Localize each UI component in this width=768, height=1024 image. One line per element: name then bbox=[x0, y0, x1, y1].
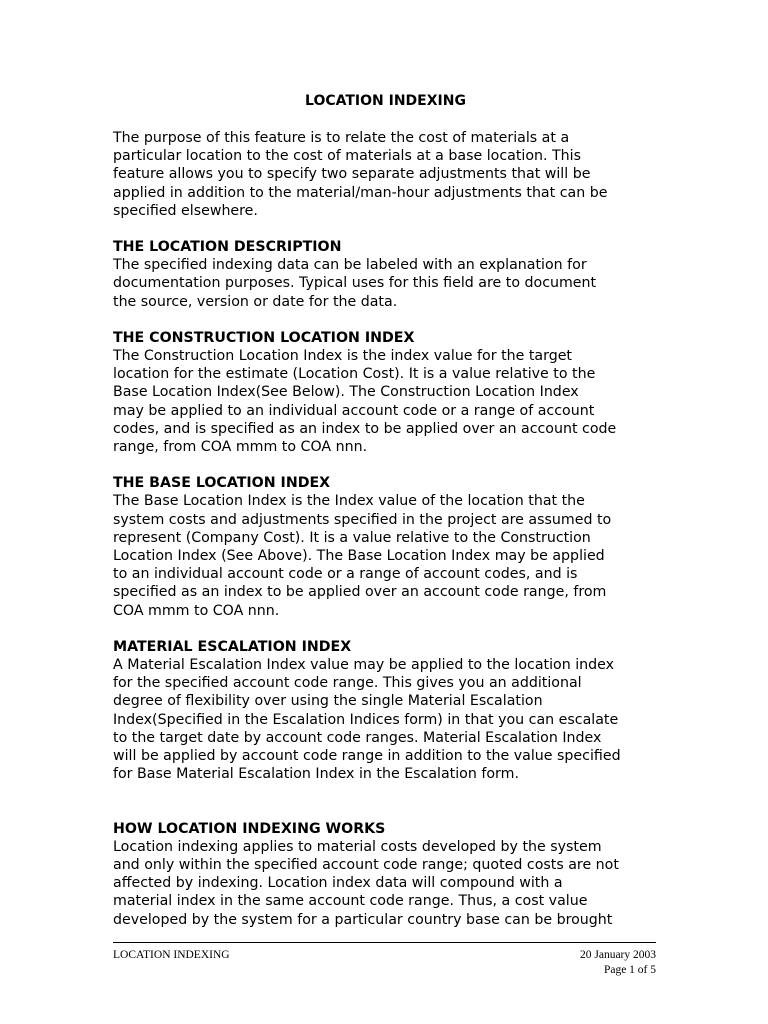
section-heading: THE CONSTRUCTION LOCATION INDEX bbox=[113, 329, 415, 346]
text-line: may be applied to an individual account code or a range of account bbox=[113, 402, 595, 419]
text-line: range, from COA mmm to COA nnn. bbox=[113, 439, 368, 456]
text-line: feature allows you to specify two separate adjustments that will be bbox=[113, 166, 591, 183]
text-line: particular location to the cost of materials at a base location. This bbox=[113, 148, 582, 165]
intro-paragraph bbox=[113, 129, 658, 220]
section-paragraph bbox=[113, 256, 658, 311]
section-heading: MATERIAL ESCALATION INDEX bbox=[113, 638, 352, 655]
text-line: for Base Material Escalation Index in the Escalation form. bbox=[113, 766, 519, 783]
footer-title: LOCATION INDEXING bbox=[113, 949, 230, 961]
text-line: the source, version or date for the data. bbox=[113, 293, 398, 310]
section-paragraph bbox=[113, 838, 658, 929]
page-number: Page 1 of 5 bbox=[603, 964, 656, 976]
section-heading: THE LOCATION DESCRIPTION bbox=[113, 239, 342, 256]
document-body bbox=[113, 92, 658, 929]
text-line: A Material Escalation Index value may be applied to the location index bbox=[113, 657, 615, 674]
text-line: degree of flexibility over using the single Material Escalation bbox=[113, 693, 543, 710]
text-line: Location Index (See Above). The Base Location Index may be applied bbox=[113, 548, 605, 565]
text-line: The purpose of this feature is to relate the cost of materials at a bbox=[113, 130, 570, 146]
text-line: The Base Location Index is the Index value of the location that the bbox=[113, 493, 585, 510]
text-line: for the specified account code range. This gives you an additional bbox=[113, 675, 582, 692]
text-line: represent (Company Cost). It is a value relative to the Construction bbox=[113, 529, 591, 546]
document-title: LOCATION INDEXING bbox=[305, 93, 466, 109]
text-line: Index(Specified in the Escalation Indices form) in that you can escalate bbox=[113, 711, 619, 728]
text-line: location for the estimate (Location Cost). It is a value relative to the bbox=[113, 366, 596, 383]
footer-meta bbox=[580, 948, 656, 978]
text-line: developed by the system for a particular country base can be brought bbox=[113, 911, 613, 928]
text-line: material index in the same account code range. Thus, a cost value bbox=[113, 893, 588, 910]
section-paragraph bbox=[113, 656, 658, 783]
text-line: The Construction Location Index is the index value for the target bbox=[113, 348, 572, 365]
footer-divider bbox=[113, 942, 656, 943]
section-heading: THE BASE LOCATION INDEX bbox=[113, 475, 331, 492]
text-line: documentation purposes. Typical uses for this field are to document bbox=[113, 275, 597, 292]
text-line: affected by indexing. Location index data will compound with a bbox=[113, 875, 563, 892]
text-line: specified as an index to be applied over an account code range, from bbox=[113, 584, 607, 601]
text-line: COA mmm to COA nnn. bbox=[113, 602, 280, 619]
section-heading: HOW LOCATION INDEXING WORKS bbox=[113, 820, 386, 837]
text-line: system costs and adjustments specified in the project are assumed to bbox=[113, 511, 612, 528]
section-paragraph bbox=[113, 492, 658, 619]
text-line: and only within the specified account code range; quoted costs are not bbox=[113, 856, 619, 873]
text-line: to an individual account code or a range of account codes, and is bbox=[113, 566, 578, 583]
text-line: will be applied by account code range in addition to the value specified bbox=[113, 748, 621, 765]
text-line: codes, and is specified as an index to be applied over an account code bbox=[113, 420, 617, 437]
text-line: applied in addition to the material/man-hour adjustments that can be bbox=[113, 184, 608, 201]
text-line: Location indexing applies to material costs developed by the system bbox=[113, 838, 602, 855]
text-line: Base Location Index(See Below). The Construction Location Index bbox=[113, 384, 579, 401]
text-line: specified elsewhere. bbox=[113, 202, 258, 219]
text-line: The specified indexing data can be labeled with an explanation for bbox=[113, 257, 587, 274]
section-paragraph bbox=[113, 347, 658, 456]
text-line: to the target date by account code ranges. Material Escalation Index bbox=[113, 729, 602, 746]
footer-date: 20 January 2003 bbox=[579, 949, 656, 961]
